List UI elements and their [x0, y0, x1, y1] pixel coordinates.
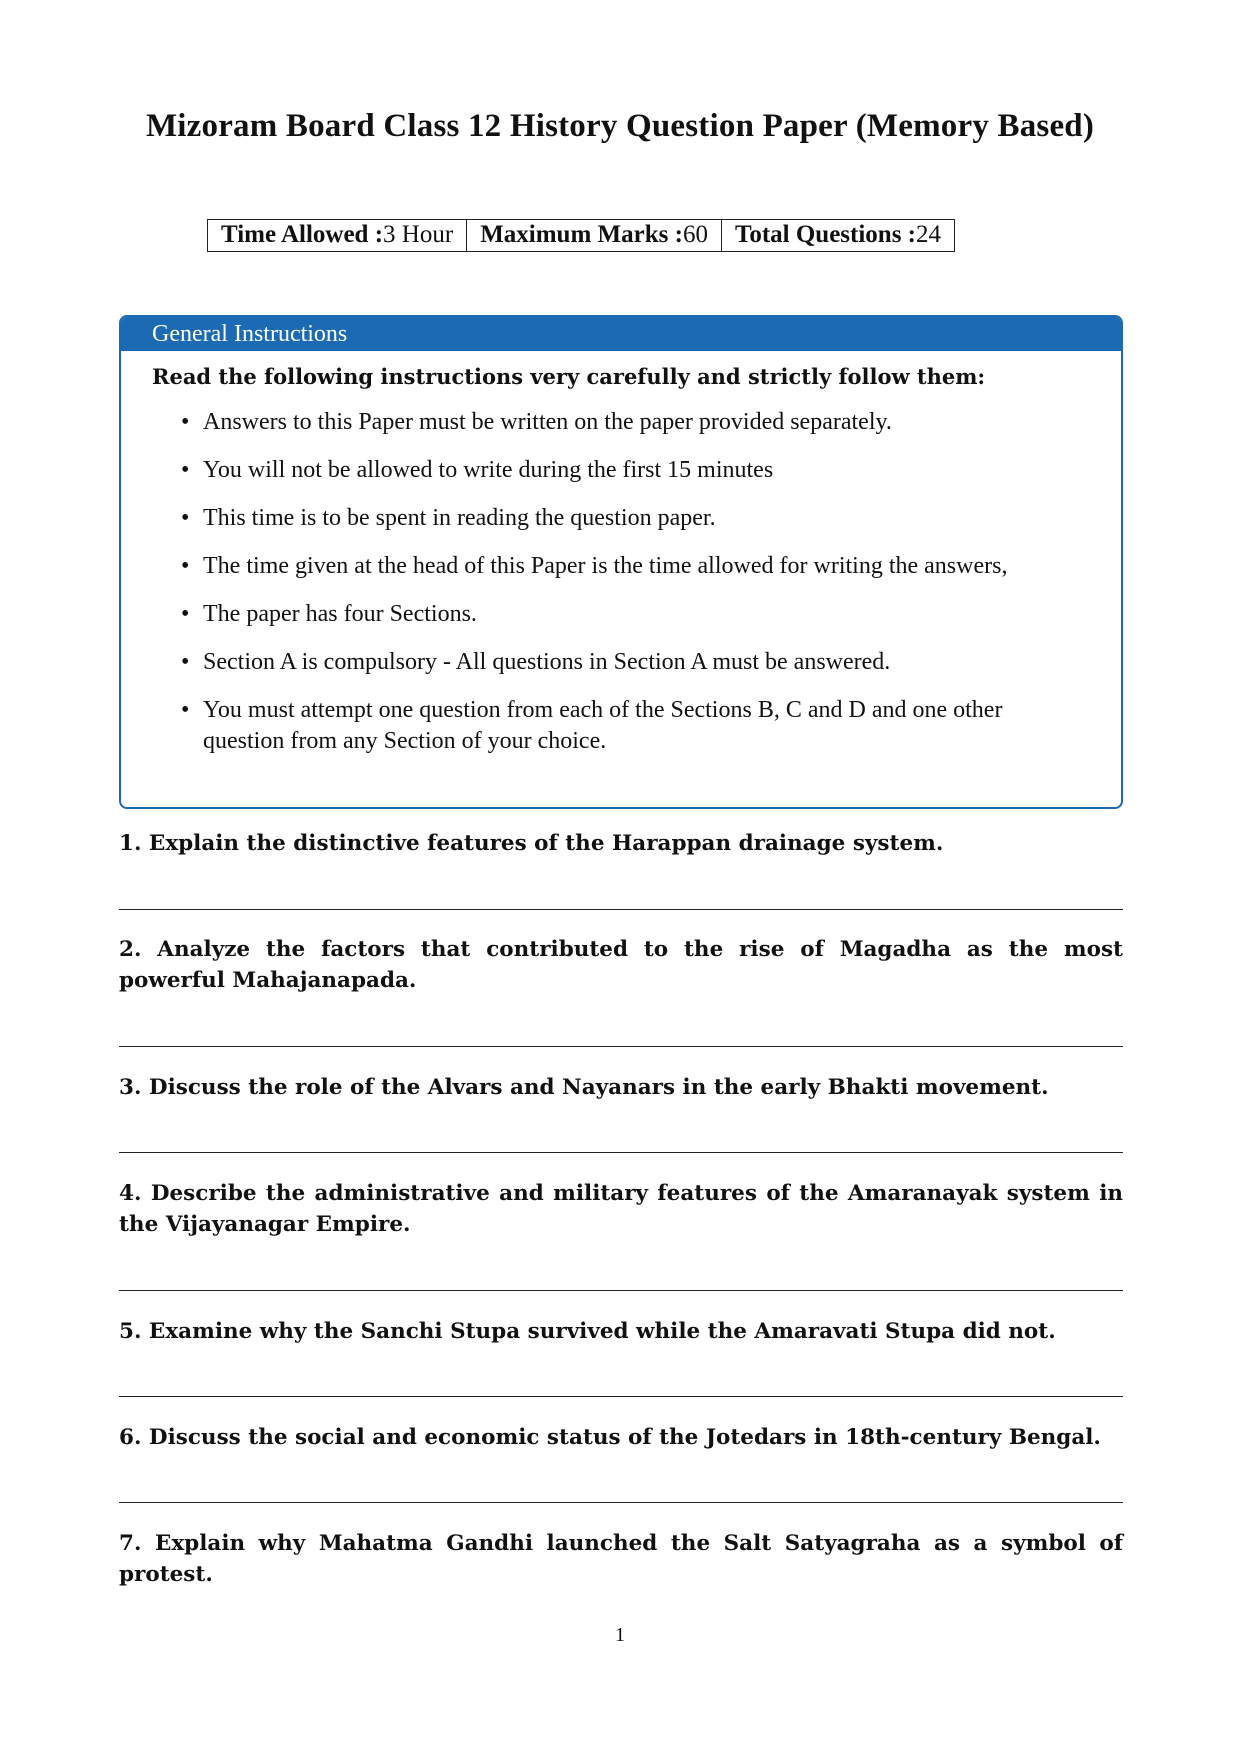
maximum-marks-label: Maximum Marks :: [480, 221, 683, 248]
answer-divider: [119, 1152, 1123, 1153]
bullet-icon: •: [181, 505, 190, 531]
instruction-text: You must attempt one question from each of the Sections B, C and D and one other question from any Section of your choice.: [203, 697, 1003, 754]
instruction-text: The paper has four Sections.: [203, 601, 477, 627]
question-7: 7. Explain why Mahatma Gandhi launched the Salt Satyagraha as a symbol of protest.: [119, 1531, 1123, 1587]
answer-divider: [119, 1290, 1123, 1291]
question-5: 5. Examine why the Sanchi Stupa survived while the Amaravati Stupa did not.: [119, 1319, 1056, 1344]
instruction-item: [121, 455, 1121, 486]
question-3: 3. Discuss the role of the Alvars and Nayanars in the early Bhakti movement.: [119, 1075, 1049, 1100]
time-allowed-value: 3 Hour: [383, 221, 454, 248]
page-title: Mizoram Board Class 12 History Question Paper (Memory Based): [145, 108, 1095, 144]
instructions-list: [121, 407, 1121, 757]
maximum-marks-value: 60: [682, 221, 708, 248]
question-6: 6. Discuss the social and economic status of the Jotedars in 18th-century Bengal.: [119, 1425, 1101, 1450]
maximum-marks-cell: [467, 220, 722, 252]
question-1: 1. Explain the distinctive features of the Harappan drainage system.: [119, 831, 944, 856]
bullet-icon: •: [181, 697, 190, 723]
question-2: 2. Analyze the factors that contributed to the rise of Magadha as the most powerful Mahajanapada.: [119, 937, 1123, 993]
instruction-item: [121, 551, 1121, 582]
bullet-icon: •: [181, 601, 190, 627]
instructions-header: General Instructions: [121, 317, 1121, 351]
instruction-item: [121, 503, 1121, 534]
instructions-lead: Read the following instructions very carefully and strictly follow them:: [152, 364, 986, 389]
instruction-text: Section A is compulsory - All questions in Section A must be answered.: [203, 649, 891, 675]
bullet-icon: •: [181, 553, 190, 579]
instruction-text: The time given at the head of this Paper is the time allowed for writing the answers,: [203, 553, 1008, 579]
answer-divider: [119, 909, 1123, 910]
total-questions-cell: [721, 220, 954, 252]
instruction-text: You will not be allowed to write during the first 15 minutes: [203, 457, 774, 483]
answer-divider: [119, 1396, 1123, 1397]
exam-info-table: [207, 219, 955, 252]
time-allowed-cell: [208, 220, 467, 252]
bullet-icon: •: [181, 457, 190, 483]
question-4: 4. Describe the administrative and military features of the Amaranayak system in the Vijayanagar Empire.: [119, 1181, 1123, 1237]
bullet-icon: •: [181, 409, 190, 435]
bullet-icon: •: [181, 649, 190, 675]
instruction-item: [121, 407, 1121, 438]
instruction-text: Answers to this Paper must be written on the paper provided separately.: [203, 409, 892, 435]
time-allowed-label: Time Allowed :: [221, 221, 384, 248]
total-questions-value: 24: [916, 221, 941, 248]
total-questions-label: Total Questions :: [734, 221, 916, 248]
page-number: 1: [615, 1624, 625, 1646]
answer-divider: [119, 1502, 1123, 1503]
answer-divider: [119, 1046, 1123, 1047]
instruction-item: [121, 647, 1121, 678]
general-instructions-box: [119, 315, 1123, 809]
instruction-item: [121, 695, 1121, 757]
instruction-text: This time is to be spent in reading the question paper.: [203, 505, 716, 531]
instruction-item: [121, 599, 1121, 630]
